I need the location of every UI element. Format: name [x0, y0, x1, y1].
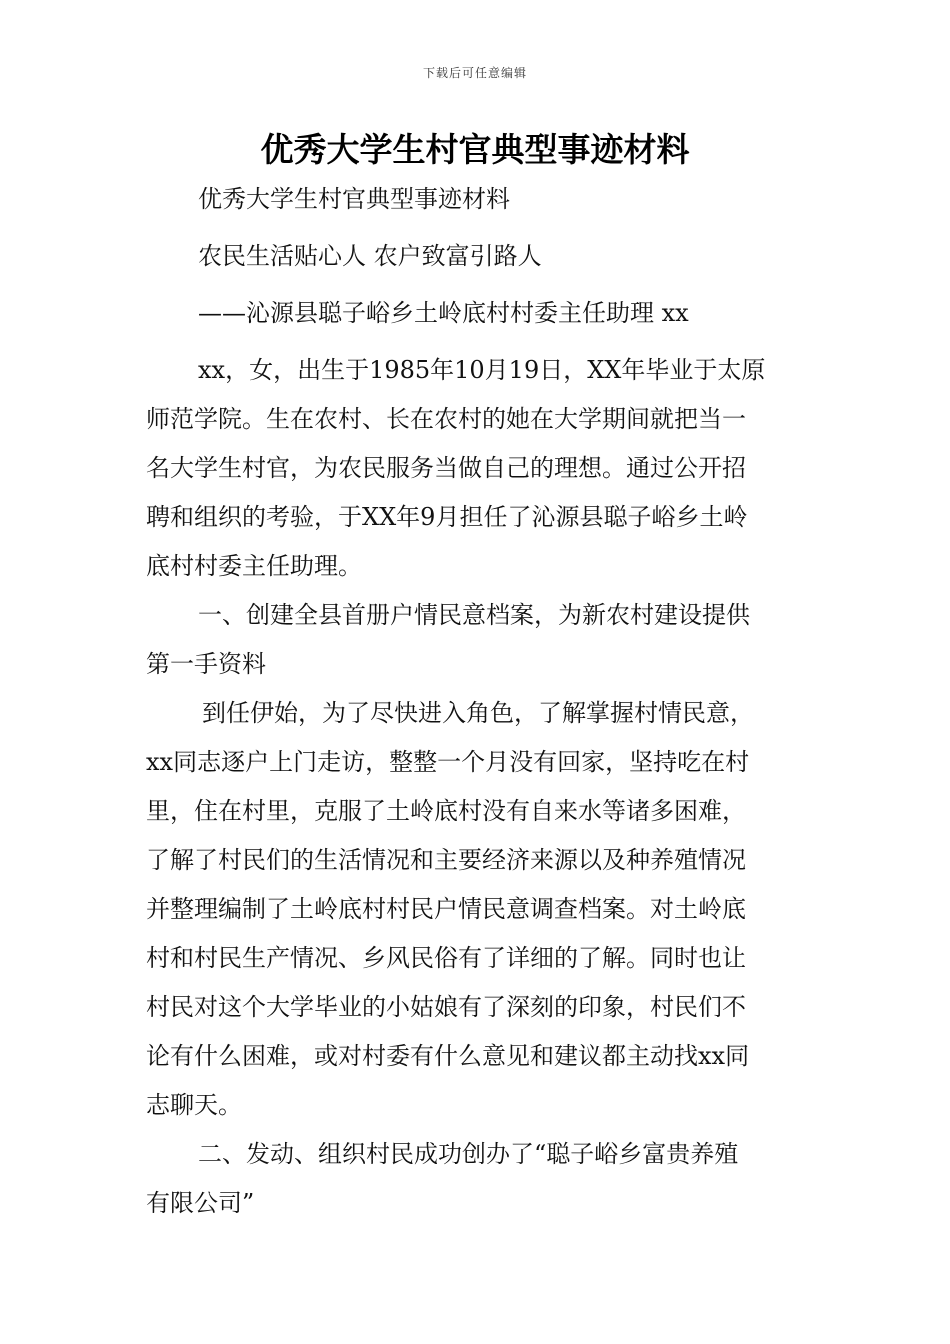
paragraph-line: 里，住在村里，克服了土岭底村没有自来水等诸多困难，	[146, 797, 746, 825]
paragraph-line: 志聊天。	[146, 1091, 242, 1119]
slogan-line: 农民生活贴心人 农户致富引路人	[198, 242, 542, 270]
document-title: 优秀大学生村官典型事迹材料	[260, 130, 690, 169]
paragraph-line: 村民对这个大学毕业的小姑娘有了深刻的印象，村民们不	[146, 993, 746, 1021]
paragraph-line: 聘和组织的考验，于XX年9月担任了沁源县聪子峪乡土岭	[146, 503, 748, 531]
section-heading-line: 一、创建全县首册户情民意档案，为新农村建设提供	[198, 601, 750, 629]
paragraph-line: 并整理编制了土岭底村村民户情民意调查档案。对土岭底	[146, 895, 746, 923]
header-note: 下载后可任意编辑	[422, 66, 527, 80]
section-heading-line: 有限公司”	[146, 1189, 255, 1217]
byline: ——沁源县聪子峪乡土岭底村村委主任助理 xx	[198, 299, 689, 327]
paragraph-line: xx，女，出生于1985年10月19日，XX年毕业于太原	[198, 356, 766, 384]
section-heading-line: 第一手资料	[146, 650, 266, 678]
subtitle-line: 优秀大学生村官典型事迹材料	[198, 185, 510, 213]
paragraph-line: 师范学院。生在农村、长在农村的她在大学期间就把当一	[146, 405, 746, 433]
paragraph-line: 了解了村民们的生活情况和主要经济来源以及种养殖情况	[146, 846, 746, 874]
paragraph-line: 村和村民生产情况、乡风民俗有了详细的了解。同时也让	[146, 944, 746, 972]
document-body	[146, 175, 810, 1228]
paragraph-line: 到任伊始，为了尽快进入角色，了解掌握村情民意，	[202, 699, 754, 727]
paragraph-line: xx同志逐户上门走访，整整一个月没有回家，坚持吃在村	[146, 748, 750, 776]
paragraph-line: 底村村委主任助理。	[146, 552, 362, 580]
section-heading-line: 二、发动、组织村民成功创办了“聪子峪乡富贵养殖	[198, 1140, 739, 1168]
paragraph-line: 名大学生村官，为农民服务当做自己的理想。通过公开招	[146, 454, 746, 482]
paragraph-line: 论有什么困难，或对村委有什么意见和建议都主动找xx同	[146, 1042, 750, 1070]
